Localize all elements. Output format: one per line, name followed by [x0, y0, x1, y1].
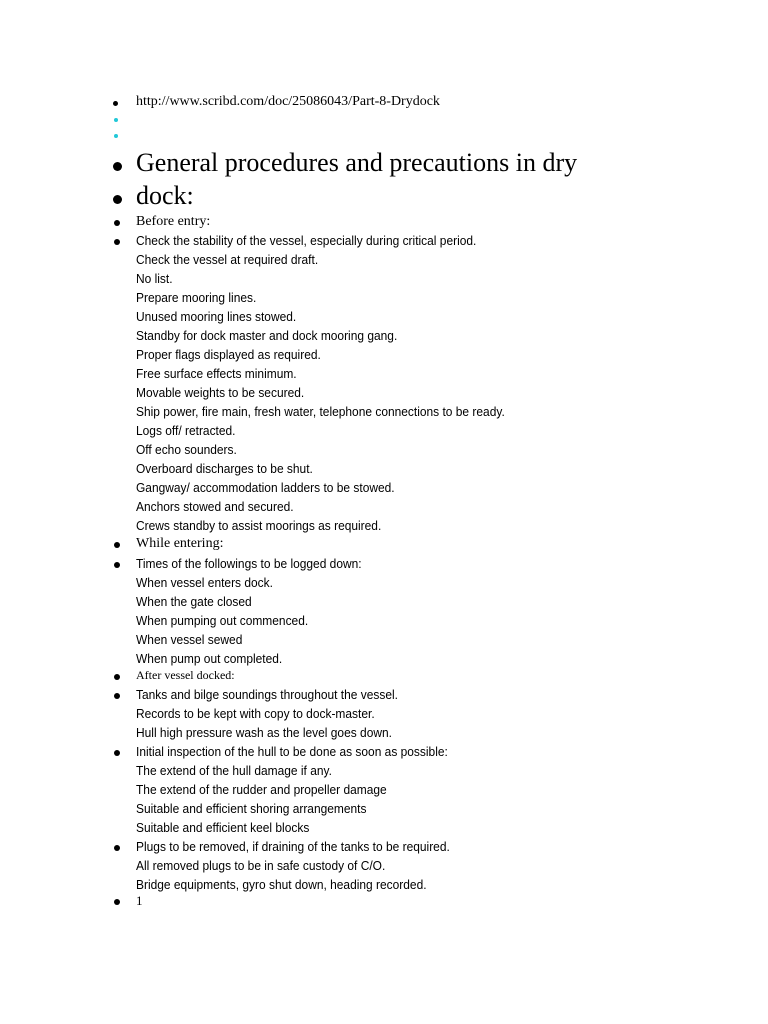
list-item-text: Times of the followings to be logged down:	[136, 556, 362, 571]
list-line-text: When vessel sewed	[136, 632, 243, 647]
list-line-text: When pumping out commenced.	[136, 613, 309, 628]
list-line-text: No list.	[136, 271, 173, 286]
list-line-text: Ship power, fire main, fresh water, telephone connections to be ready.	[136, 404, 505, 419]
list-line-text: Free surface effects minimum.	[136, 366, 297, 381]
bullet-icon	[114, 542, 120, 548]
bullet-icon	[114, 118, 118, 122]
list-line-text: The extend of the rudder and propeller damage	[136, 782, 387, 797]
list-item-text: Plugs to be removed, if draining of the tanks to be required.	[136, 839, 450, 854]
bullet-icon	[114, 674, 120, 680]
list-line-text: Check the vessel at required draft.	[136, 252, 319, 267]
list-line-text: Records to be kept with copy to dock-master.	[136, 706, 375, 721]
list-line-text: Hull high pressure wash as the level goes down.	[136, 725, 392, 740]
source-link[interactable]: http://www.scribd.com/doc/25086043/Part-8-Drydock	[136, 94, 440, 109]
bullet-icon	[113, 101, 118, 106]
bullet-icon	[114, 899, 120, 905]
list-line-text: Proper flags displayed as required.	[136, 347, 321, 362]
bullet-icon	[114, 845, 120, 851]
list-line-text: Gangway/ accommodation ladders to be stowed.	[136, 480, 395, 495]
bullet-icon	[113, 195, 122, 204]
list-line-text: Crews standby to assist moorings as required.	[136, 518, 382, 533]
list-item-text: Initial inspection of the hull to be done as soon as possible:	[136, 744, 448, 759]
list-line-text: Movable weights to be secured.	[136, 385, 305, 400]
page-title-continued: dock:	[136, 181, 194, 210]
list-item-text: Tanks and bilge soundings throughout the vessel.	[136, 687, 398, 702]
page-number: 1	[136, 893, 143, 908]
section-heading: While entering:	[136, 536, 224, 551]
list-line-text: Overboard discharges to be shut.	[136, 461, 313, 476]
list-line-text: When pump out completed.	[136, 651, 283, 666]
list-line-text: When vessel enters dock.	[136, 575, 273, 590]
list-line-text: Suitable and efficient keel blocks	[136, 820, 310, 835]
bullet-icon	[114, 750, 120, 756]
list-line-text: Anchors stowed and secured.	[136, 499, 294, 514]
bullet-icon	[114, 693, 120, 699]
list-line-text: Unused mooring lines stowed.	[136, 309, 297, 324]
bullet-icon	[114, 220, 120, 226]
list-line-text: Suitable and efficient shoring arrangements	[136, 801, 367, 816]
bullet-icon	[114, 239, 120, 245]
list-line-text: Prepare mooring lines.	[136, 290, 257, 305]
section-heading: After vessel docked:	[136, 668, 235, 682]
list-line-text: All removed plugs to be in safe custody of C/O.	[136, 858, 386, 873]
list-item-text: Check the stability of the vessel, especially during critical period.	[136, 233, 477, 248]
list-line-text: When the gate closed	[136, 594, 252, 609]
bullet-icon	[114, 134, 118, 138]
page-title: General procedures and precautions in dry	[136, 148, 578, 177]
list-line-text: Logs off/ retracted.	[136, 423, 236, 438]
list-line-text: Standby for dock master and dock mooring gang.	[136, 328, 398, 343]
list-line-text: Off echo sounders.	[136, 442, 237, 457]
list-line-text: Bridge equipments, gyro shut down, heading recorded.	[136, 877, 427, 892]
bullet-icon	[114, 562, 120, 568]
section-heading: Before entry:	[136, 214, 211, 229]
bullet-icon	[113, 162, 122, 171]
list-line-text: The extend of the hull damage if any.	[136, 763, 332, 778]
